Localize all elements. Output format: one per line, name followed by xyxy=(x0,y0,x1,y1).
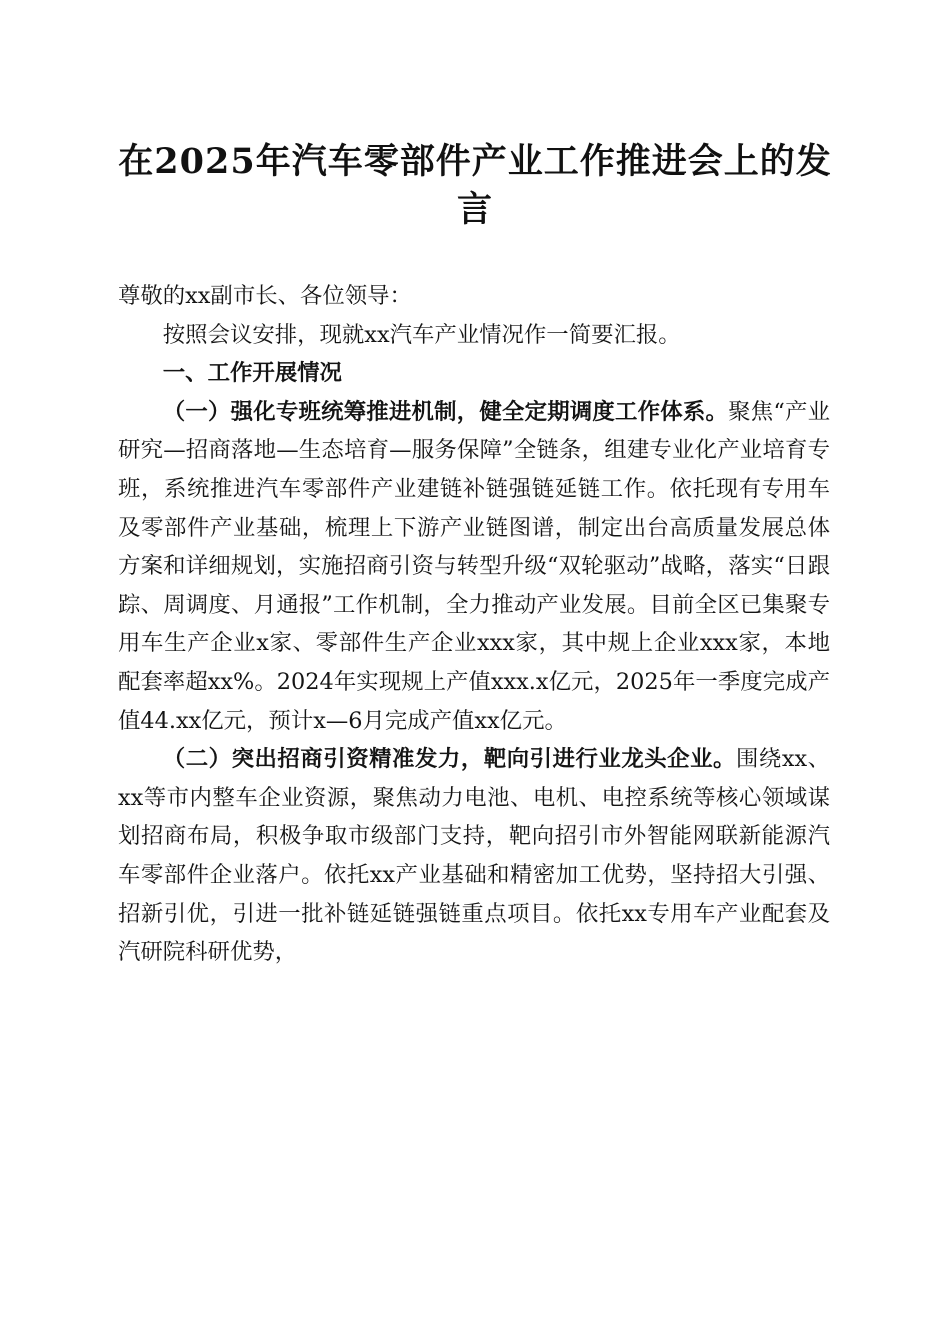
item-2-subheading: （二）突出招商引资精准发力，靶向引进行业龙头企业。 xyxy=(162,746,736,773)
salutation: 尊敬的xx副市长、各位领导： xyxy=(118,283,412,309)
intro-paragraph: 按照会议安排，现就xx汽车产业情况作一简要汇报。 xyxy=(162,321,681,348)
item-2-text: 围绕xx、xx等市内整车企业资源，聚焦动力电池、电机、电控系统等核心领域谋划招商布局，积极争取市级部门支持，靶向招引市外智能网联新能源汽车零部件企业落户。依托xx产业基础和精密加工优势，坚持招大引强、招新引优，引进一批补链延链强链重点项目。依托xx专用车产业配套及汽研院科研优势， xyxy=(118,746,831,966)
paragraph-item-2 xyxy=(118,740,830,972)
item-1-text: 聚焦“产业研究—招商落地—生态培育—服务保障”全链条，组建专业化产业培育专班，系统推进汽车零部件产业建链补链强链延链工作。依托现有专用车及零部件产业基础，梳理上下游产业链图谱，制定出台高质量发展总体方案和详细规划，实施招商引资与转型升级“双轮驱动”战略，落实“日跟踪、周调度、月通报”工作机制，全力推动产业发展。目前全区已集聚专用车生产企业x家、零部件生产企业xxx家，其中规上企业xxx家，本地配套率超xx%。2024年实现规上产值xxx.x亿元，2025年一季度完成产值44.xx亿元，预计x—6月完成产值xx亿元。 xyxy=(118,398,831,734)
section-heading: 一、工作开展情况 xyxy=(162,360,342,387)
item-1-subheading: （一）强化专班统筹推进机制，健全定期调度工作体系。 xyxy=(162,398,729,425)
document-title: 在2025年汽车零部件产业工作推进会上的发言 xyxy=(118,141,832,230)
document-body xyxy=(118,277,830,972)
paragraph-item-1 xyxy=(118,393,830,740)
